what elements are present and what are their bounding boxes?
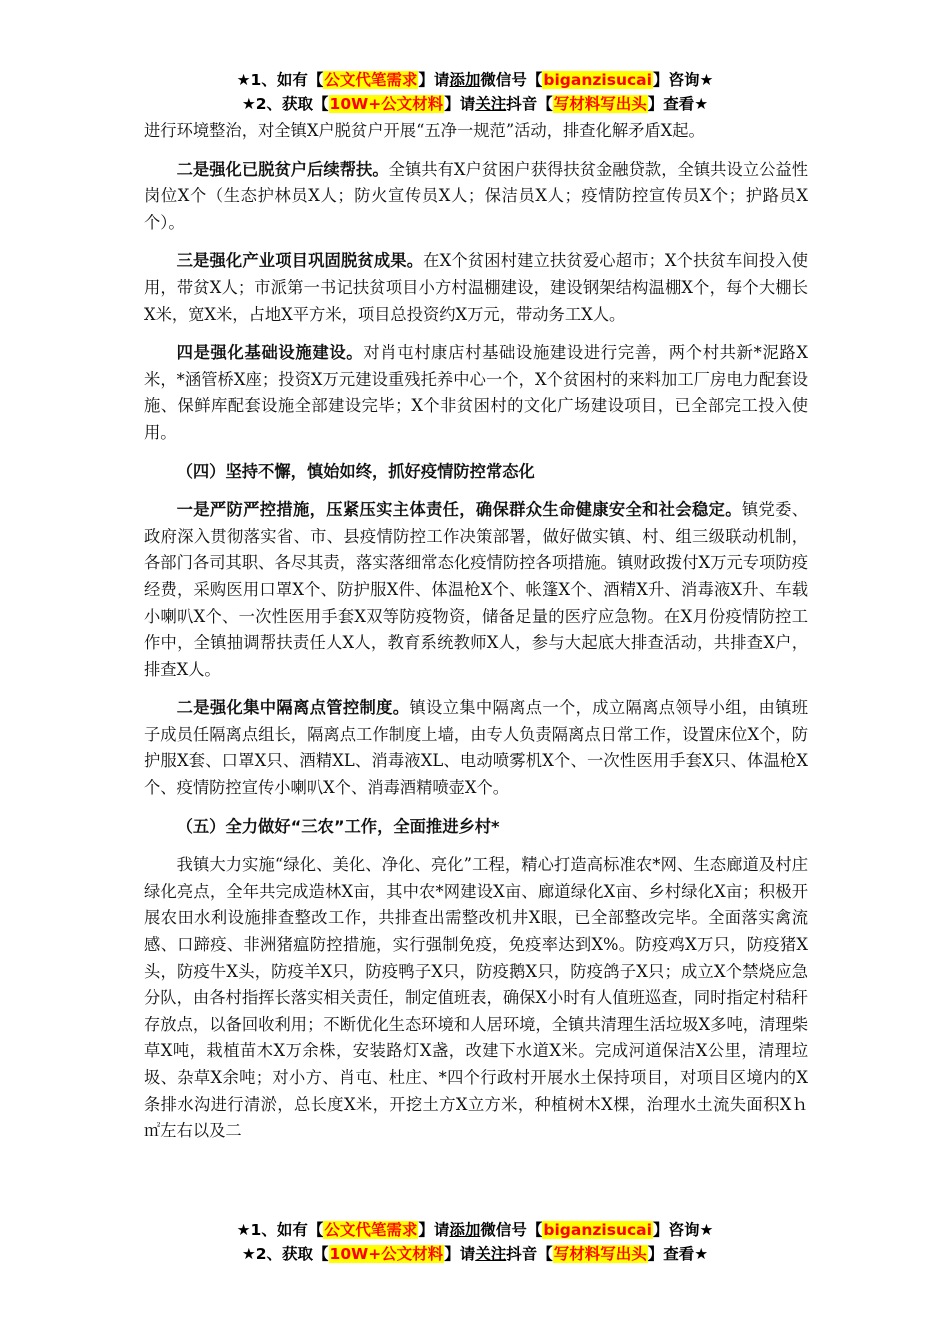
paragraph-infrastructure bbox=[144, 340, 808, 446]
promo-text: 】请 bbox=[444, 1245, 476, 1263]
promo-emphasis: 关注 bbox=[475, 1245, 507, 1263]
promo-text: ★2、获取【 bbox=[241, 95, 329, 113]
promo-text: ★1、如有【 bbox=[236, 71, 324, 89]
promo-highlight: 10W+公文材料 bbox=[329, 95, 444, 113]
promo-line-2 bbox=[0, 92, 950, 116]
promo-text: 】请 bbox=[418, 1221, 450, 1239]
promo-line-1 bbox=[0, 68, 950, 92]
promo-highlight: 公文代笔需求 bbox=[324, 1221, 418, 1239]
promo-text: 】咨询★ bbox=[652, 71, 714, 89]
promo-text: 】请 bbox=[418, 71, 450, 89]
paragraph-lead: 三是强化产业项目巩固脱贫成果。 bbox=[176, 251, 424, 271]
paragraph-lead: 四是强化基础设施建设。 bbox=[176, 343, 364, 363]
promo-emphasis: 关注 bbox=[475, 95, 507, 113]
promo-text: 抖音【 bbox=[506, 95, 553, 113]
promo-emphasis: 添加 bbox=[449, 1221, 481, 1239]
paragraph-text: 镇党委、政府深入贯彻落实省、市、县疫情防控工作决策部署，做好做实镇、村、组三级联动机制，各部门各司其职、各尽其责，落实落细常态化疫情防控各项措施。镇财政拨付X万元专项防疫经费，采购医用口罩X个、防护服X件、体温枪X个、帐篷X个、酒精X升、消毒液X升、车载小喇叭X个、一次性医用手套X双等防疫物资，储备足量的医疗应急物。在X月份疫情防控工作中，全镇抽调帮扶责任人X人，教育系统教师X人，参与大起底大排查活动，共排查X户，排查X人。 bbox=[144, 500, 808, 679]
promo-text: 】咨询★ bbox=[652, 1221, 714, 1239]
paragraph-follow-up-support bbox=[144, 157, 808, 237]
promo-highlight: 10W+公文材料 bbox=[329, 1245, 444, 1263]
promo-banner-top bbox=[0, 68, 950, 116]
section-heading-4: （四）坚持不懈，慎始如终，抓好疫情防控常态化 bbox=[176, 461, 535, 481]
douyin-id-highlight: 写材料写出头 bbox=[553, 95, 647, 113]
paragraph-industry-projects bbox=[144, 248, 808, 328]
paragraph-text: 对肖屯村康店村基础设施建设进行完善，两个村共新*泥路X米，*涵管桥X座；投资X万元建设重残托养中心一个，X个贫困村的来料加工厂房电力配套设施、保鲜库配套设施全部建设完毕；X个非贫困村的文化广场建设项目，已全部完工投入使用。 bbox=[144, 343, 808, 442]
promo-text: 】查看★ bbox=[647, 95, 709, 113]
promo-text: 】查看★ bbox=[647, 1245, 709, 1263]
promo-line-2 bbox=[0, 1242, 950, 1266]
paragraph-continuation: 进行环境整治，对全镇X户脱贫户开展“五净一规范”活动，排查化解矛盾X起。 bbox=[144, 121, 705, 140]
document-body bbox=[144, 118, 808, 1157]
douyin-id-highlight: 写材料写出头 bbox=[553, 1245, 647, 1263]
paragraph-isolation-point bbox=[144, 695, 808, 801]
paragraph-epidemic-control bbox=[144, 497, 808, 683]
paragraph-text: 镇设立集中隔离点一个，成立隔离点领导小组，由镇班子成员任隔离点组长，隔离点工作制度上墙，由专人负责隔离点日常工作，设置床位X个，防护服X套、口罩X只、酒精XL、消毒液XL、电动喷雾机X个、一次性医用手套X只、体温枪X个、疫情防控宣传小喇叭X个、消毒酒精喷壶X个。 bbox=[144, 698, 808, 798]
promo-emphasis: 添加 bbox=[449, 71, 481, 89]
promo-text: 微信号【 bbox=[480, 71, 543, 89]
paragraph-text: 全镇共有X户贫困户获得扶贫金融贷款，全镇共设立公益性岗位X个（生态护林员X人；防火宣传员X人；保洁员X人；疫情防控宣传员X个；护路员X个）。 bbox=[144, 159, 808, 232]
promo-text: ★2、获取【 bbox=[241, 1245, 329, 1263]
promo-banner-bottom bbox=[0, 1218, 950, 1266]
paragraph-lead: 二是强化已脱贫户后续帮扶。 bbox=[176, 159, 389, 179]
wechat-id-highlight: biganzisucai bbox=[543, 1221, 652, 1239]
paragraph-text: 在X个贫困村建立扶贫爱心超市；X个扶贫车间投入使用，带贫X人；市派第一书记扶贫项目小方村温棚建设，建设钢架结构温棚X个，每个大棚长X米，宽X米，占地X平方米，项目总投资约X万元，带动务工X人。 bbox=[144, 251, 808, 324]
promo-text: 微信号【 bbox=[480, 1221, 543, 1239]
promo-highlight: 公文代笔需求 bbox=[324, 71, 418, 89]
wechat-id-highlight: biganzisucai bbox=[543, 71, 652, 89]
promo-line-1 bbox=[0, 1218, 950, 1242]
section-heading-5: （五）全力做好“三农”工作，全面推进乡村* bbox=[176, 816, 500, 836]
promo-text: ★1、如有【 bbox=[236, 1221, 324, 1239]
promo-text: 抖音【 bbox=[506, 1245, 553, 1263]
promo-text: 】请 bbox=[444, 95, 476, 113]
paragraph-lead: 一是严防严控措施，压紧压实主体责任，确保群众生命健康安全和社会稳定。 bbox=[176, 500, 742, 520]
paragraph-rural-work: 我镇大力实施“绿化、美化、净化、亮化”工程，精心打造高标准农*网、生态廊道及村庄绿化亮点，全年共完成造林X亩，其中农*网建设X亩、廊道绿化X亩、乡村绿化X亩；积极开展农田水利设施排查整改工作，共排查出需整改机井X眼，已全部整改完毕。全面落实禽流感、口蹄疫、非洲猪瘟防控措施，实行强制免疫，免疫率达到X%。防疫鸡X万只，防疫猪X头，防疫牛X头，防疫羊X只，防疫鸭子X只，防疫鹅X只，防疫鸽子X只；成立X个禁烧应急分队，由各村指挥长落实相关责任，制定值班表，确保X小时有人值班巡查，同时指定村秸秆存放点，以备回收利用；不断优化生态环境和人居环境，全镇共清理生活垃圾X多吨，清理柴草X吨，栽植苗木X万余株，安装路灯X盏，改建下水道X米。完成河道保洁X公里，清理垃圾、杂草X余吨；对小方、肖屯、杜庄、*四个行政村开展水土保持项目，对项目区境内的X条排水沟进行清淤，总长度X米，开挖土方X立方米，种植树木X棵，治理水土流失面积Xｈ㎡左右以及二 bbox=[144, 855, 808, 1141]
paragraph-lead: 二是强化集中隔离点管控制度。 bbox=[176, 698, 410, 718]
